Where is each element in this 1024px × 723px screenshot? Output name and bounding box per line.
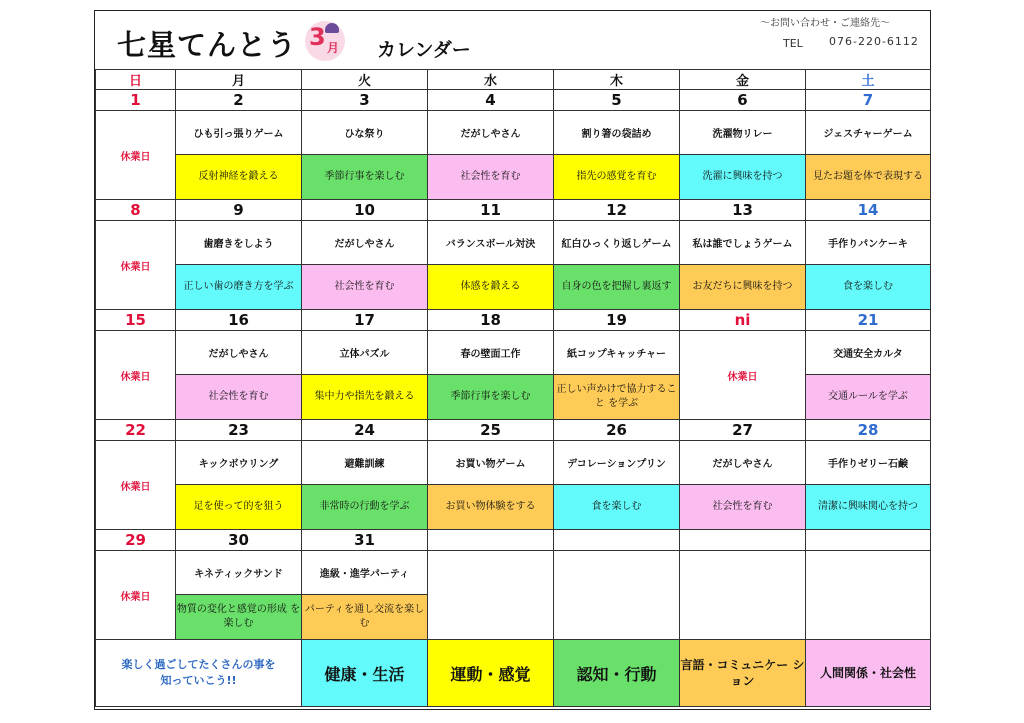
- date-cell: 13: [680, 200, 806, 221]
- weekday-tue: 火: [302, 70, 428, 90]
- goal-cell: 指先の感覚を育む: [554, 155, 680, 200]
- goal-cell: 反射神経を鍛える: [176, 155, 302, 200]
- activity-cell: 私は誰でしょうゲーム: [680, 221, 806, 265]
- date-cell: 10: [302, 200, 428, 221]
- goal-cell: お買い物体験をする: [428, 485, 554, 530]
- date-cell: 29: [96, 530, 176, 551]
- goal-cell: 社会性を育む: [428, 155, 554, 200]
- goal-cell: 足を使って的を狙う: [176, 485, 302, 530]
- date-cell: 16: [176, 310, 302, 331]
- closed-day-cell: 休業日: [96, 441, 176, 530]
- date-cell: 1: [96, 90, 176, 111]
- closed-day-cell: 休業日: [680, 331, 806, 420]
- calendar-sheet: [94, 10, 931, 710]
- goal-cell: 社会性を育む: [302, 265, 428, 310]
- goal-cell: 社会性を育む: [176, 375, 302, 420]
- activity-cell: 紅白ひっくり返しゲーム: [554, 221, 680, 265]
- empty-date-cell: [554, 530, 680, 551]
- goal-cell: 季節行事を楽しむ: [428, 375, 554, 420]
- activity-cell: 洗濯物リレー: [680, 111, 806, 155]
- activity-cell: 立体パズル: [302, 331, 428, 375]
- weekday-fri: 金: [680, 70, 806, 90]
- activity-row: [96, 221, 931, 265]
- date-cell: 18: [428, 310, 554, 331]
- activity-cell: だがしやさん: [680, 441, 806, 485]
- activity-row: [96, 551, 931, 595]
- activity-cell: 交通安全カルタ: [806, 331, 931, 375]
- activity-cell: 歯磨きをしよう: [176, 221, 302, 265]
- weekday-header-row: [96, 70, 931, 90]
- goal-cell: 季節行事を楽しむ: [302, 155, 428, 200]
- activity-cell: だがしやさん: [302, 221, 428, 265]
- date-cell: ni: [680, 310, 806, 331]
- activity-cell: ひな祭り: [302, 111, 428, 155]
- date-cell: 14: [806, 200, 931, 221]
- goal-row: [96, 375, 931, 420]
- goal-cell: 食を楽しむ: [806, 265, 931, 310]
- date-cell: 24: [302, 420, 428, 441]
- activity-cell: キネティックサンド: [176, 551, 302, 595]
- tel-number: 076-220-6112: [829, 35, 919, 48]
- facility-name: 七星てんとう: [117, 28, 298, 62]
- date-cell: 5: [554, 90, 680, 111]
- activity-cell: 進級・進学パーティ: [302, 551, 428, 595]
- date-cell: 11: [428, 200, 554, 221]
- date-cell: 15: [96, 310, 176, 331]
- goal-cell: 清潔に興味関心を持つ: [806, 485, 931, 530]
- goal-cell: 集中力や指先を鍛える: [302, 375, 428, 420]
- activity-row: [96, 111, 931, 155]
- weekday-sun: 日: [96, 70, 176, 90]
- goal-cell: 正しい歯の磨き方を学ぶ: [176, 265, 302, 310]
- goal-cell: 非常時の行動を学ぶ: [302, 485, 428, 530]
- empty-date-cell: [428, 530, 554, 551]
- goal-cell: パーティを通し交流を楽し む: [302, 595, 428, 640]
- date-cell: 26: [554, 420, 680, 441]
- activity-cell: ひも引っ張りゲーム: [176, 111, 302, 155]
- legend-social: 人間関係・社会性: [806, 640, 931, 707]
- date-cell: 3: [302, 90, 428, 111]
- empty-date-cell: [806, 530, 931, 551]
- activity-cell: だがしやさん: [428, 111, 554, 155]
- activity-cell: 避難訓練: [302, 441, 428, 485]
- legend-health: 健康・生活: [302, 640, 428, 707]
- closed-day-cell: 休業日: [96, 551, 176, 640]
- date-row: [96, 200, 931, 221]
- weekday-sat: 土: [806, 70, 931, 90]
- calendar-header: [95, 11, 930, 70]
- activity-cell: お買い物ゲーム: [428, 441, 554, 485]
- activity-cell: だがしやさん: [176, 331, 302, 375]
- goal-cell: 食を楽しむ: [554, 485, 680, 530]
- activity-cell: 割り箸の袋詰め: [554, 111, 680, 155]
- goal-cell: 物質の変化と感覚の形成 を楽しむ: [176, 595, 302, 640]
- date-cell: 19: [554, 310, 680, 331]
- closed-day-cell: 休業日: [96, 111, 176, 200]
- contact-label: 〜お問い合わせ・ご連絡先〜: [760, 18, 890, 29]
- empty-date-cell: [680, 530, 806, 551]
- date-cell: 17: [302, 310, 428, 331]
- date-row: [96, 90, 931, 111]
- date-cell: 28: [806, 420, 931, 441]
- date-cell: 12: [554, 200, 680, 221]
- goal-cell: 交通ルールを学ぶ: [806, 375, 931, 420]
- calendar-table: [95, 69, 931, 707]
- legend-message-line1: 楽しく過ごしてたくさんの事を: [121, 658, 276, 671]
- legend-cognition: 認知・行動: [554, 640, 680, 707]
- hina-doll-icon: [325, 23, 339, 33]
- date-cell: 21: [806, 310, 931, 331]
- goal-row: [96, 485, 931, 530]
- date-row: [96, 420, 931, 441]
- calendar-word: カレンダー: [377, 39, 471, 61]
- date-row: [96, 310, 931, 331]
- date-cell: 22: [96, 420, 176, 441]
- month-kanji: 月: [327, 41, 340, 55]
- empty-cell: [554, 551, 680, 640]
- date-row: [96, 530, 931, 551]
- date-cell: 6: [680, 90, 806, 111]
- legend-message-line2: 知っていこう!!: [160, 674, 237, 687]
- goal-row: [96, 265, 931, 310]
- activity-cell: 春の壁面工作: [428, 331, 554, 375]
- date-cell: 4: [428, 90, 554, 111]
- activity-cell: 手作りパンケーキ: [806, 221, 931, 265]
- legend-language: 言語・コミュニケー ション: [680, 640, 806, 707]
- activity-cell: 手作りゼリー石鹸: [806, 441, 931, 485]
- tel-label: TEL: [783, 37, 803, 50]
- activity-cell: 紙コップキャッチャー: [554, 331, 680, 375]
- weekday-mon: 月: [176, 70, 302, 90]
- goal-cell: 自身の色を把握し裏返す: [554, 265, 680, 310]
- activity-cell: キックボウリング: [176, 441, 302, 485]
- goal-row: [96, 155, 931, 200]
- date-cell: 25: [428, 420, 554, 441]
- date-cell: 30: [176, 530, 302, 551]
- goal-cell: 洗濯に興味を持つ: [680, 155, 806, 200]
- closed-day-cell: 休業日: [96, 221, 176, 310]
- date-cell: 7: [806, 90, 931, 111]
- date-cell: 27: [680, 420, 806, 441]
- date-cell: 31: [302, 530, 428, 551]
- legend-row: [96, 640, 931, 707]
- date-cell: 8: [96, 200, 176, 221]
- date-cell: 9: [176, 200, 302, 221]
- weekday-thu: 木: [554, 70, 680, 90]
- empty-cell: [806, 551, 931, 640]
- activity-cell: ジェスチャーゲーム: [806, 111, 931, 155]
- activity-cell: バランスボール対決: [428, 221, 554, 265]
- legend-message: [96, 640, 302, 707]
- legend-motor: 運動・感覚: [428, 640, 554, 707]
- month-badge: [305, 21, 345, 61]
- closed-day-cell: 休業日: [96, 331, 176, 420]
- goal-cell: 正しい声かけで協力すること を学ぶ: [554, 375, 680, 420]
- goal-cell: 社会性を育む: [680, 485, 806, 530]
- goal-cell: お友だちに興味を持つ: [680, 265, 806, 310]
- month-number: 3: [309, 23, 326, 51]
- goal-cell: 体感を鍛える: [428, 265, 554, 310]
- date-cell: 23: [176, 420, 302, 441]
- date-cell: 2: [176, 90, 302, 111]
- weekday-wed: 水: [428, 70, 554, 90]
- empty-cell: [428, 551, 554, 640]
- goal-cell: 見たお題を体で表現する: [806, 155, 931, 200]
- activity-row: [96, 441, 931, 485]
- activity-row: [96, 331, 931, 375]
- empty-cell: [680, 551, 806, 640]
- activity-cell: デコレーションプリン: [554, 441, 680, 485]
